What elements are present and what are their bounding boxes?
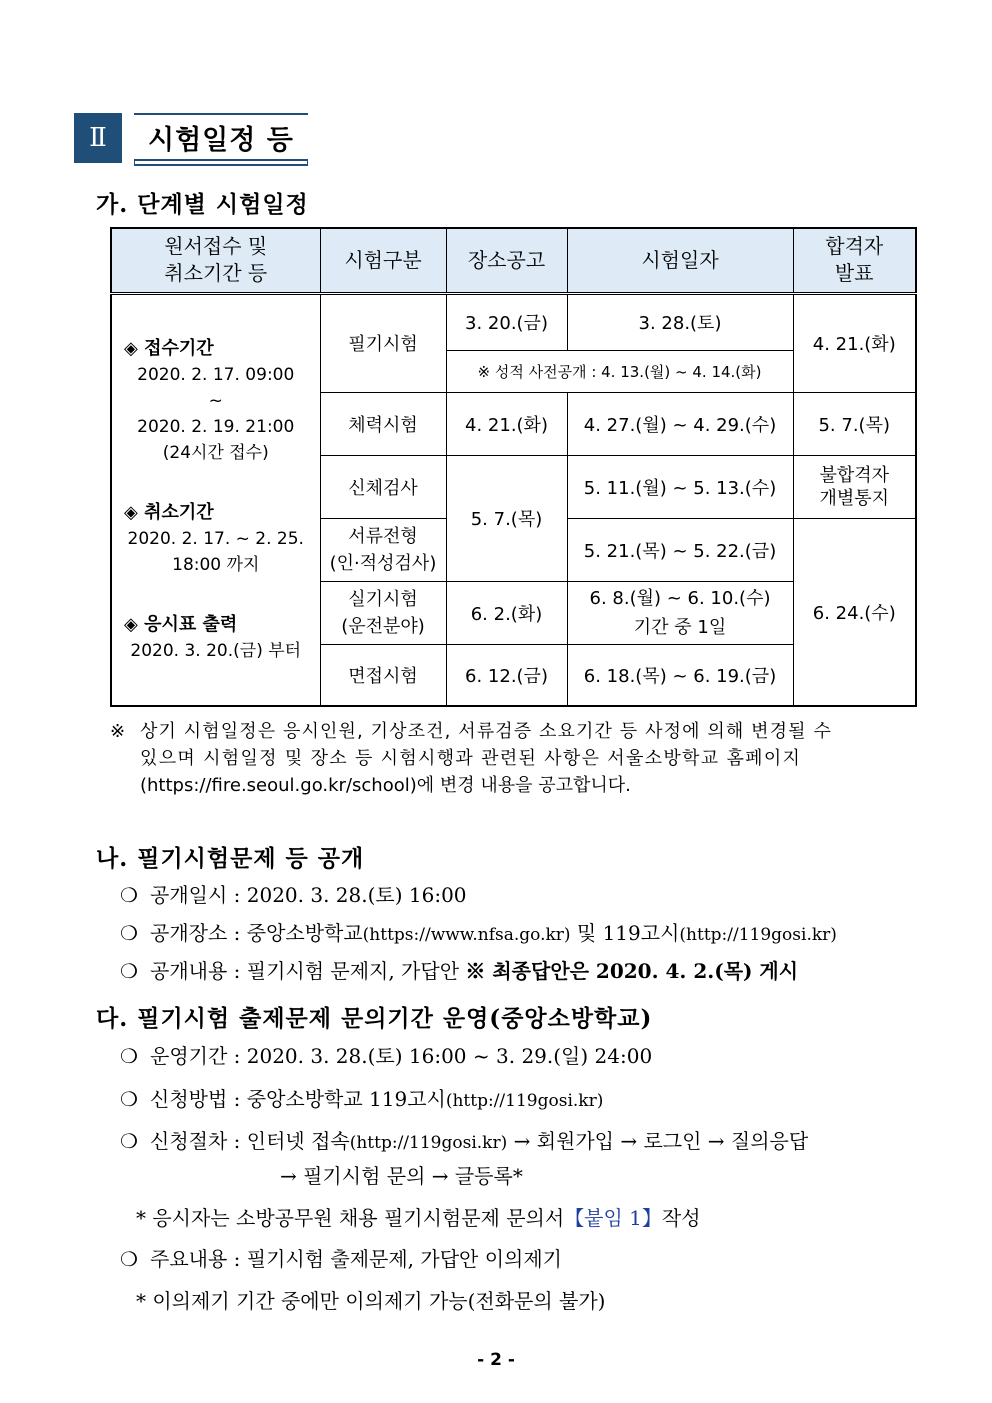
item-sep: : [233, 1087, 241, 1111]
note-line-3: (https://fire.seoul.go.kr/school)에 변경 내용을 공고합니다. [140, 775, 631, 796]
written-date: 3. 28.(토) [567, 293, 793, 350]
application-procedure-item [120, 1125, 808, 1154]
bullet-icon: ❍ [120, 1129, 138, 1153]
operation-period-item [120, 1040, 652, 1069]
receipt-note: (24시간 접수) [162, 442, 269, 463]
medical-exam-name: 신체검사 [320, 455, 446, 518]
header-result: 합격자 발표 [793, 228, 916, 293]
item-key: 공개일시 [150, 883, 228, 907]
item-value: 중앙소방학교 [246, 921, 363, 945]
note-text: * 응시자는 소방공무원 채용 필기시험문제 문의서 [136, 1206, 565, 1230]
gosi-url: (http://119gosi.kr) [679, 925, 837, 945]
procedure-steps: → 회원가입 → 로그인 → 질의응답 [507, 1129, 809, 1153]
ticket-from: 2020. 3. 20.(금) 부터 [130, 640, 302, 661]
final-result: 6. 24.(수) [793, 518, 916, 706]
item-sep: : [233, 1044, 241, 1068]
note-mark: ※ [110, 721, 126, 742]
disclosure-datetime-item [120, 879, 467, 908]
item-value: 필기시험 문제지, 가답안 [246, 959, 466, 983]
item-value: 2020. 3. 28.(토) 16:00 [246, 883, 467, 907]
header-exam-type: 시험구분 [320, 228, 446, 293]
written-result: 4. 21.(화) [793, 293, 916, 392]
physical-notice: 4. 21.(화) [446, 392, 567, 455]
subsection-b-title: 나. 필기시험문제 등 공개 [96, 845, 365, 872]
subsection-c-title: 다. 필기시험 출제문제 문의기간 운영(중앙소방학교) [96, 1005, 653, 1032]
written-notice: 3. 20.(금) [446, 293, 567, 350]
final-answer-note: ※ 최종답안은 2020. 4. 2.(목) 게시 [465, 959, 799, 983]
bullet-icon: ❍ [120, 883, 138, 907]
item-sep: : [233, 883, 241, 907]
medical-date: 5. 11.(월) ~ 5. 13.(수) [567, 455, 793, 518]
item-key: 신청방법 [150, 1087, 228, 1111]
subsection-a-title: 가. 단계별 시험일정 [96, 191, 309, 218]
practical-notice: 6. 2.(화) [446, 581, 567, 644]
receipt-start: 2020. 2. 17. 09:00 [137, 364, 295, 385]
application-method-item [120, 1083, 603, 1112]
nfsa-url: (https://www.nfsa.go.kr) [362, 925, 571, 945]
section-title: 시험일정 등 [134, 113, 308, 161]
document-exam-name: 서류전형 (인·적성검사) [320, 518, 446, 581]
disclosure-content-item [120, 955, 798, 984]
cancel-until: 18:00 까지 [172, 554, 260, 575]
item-value: 중앙소방학교 119고시 [246, 1087, 446, 1111]
physical-date: 4. 27.(월) ~ 4. 29.(수) [567, 392, 793, 455]
item-sep: : [233, 959, 241, 983]
header-receipt: 원서접수 및 취소기간 등 [111, 228, 320, 293]
note-line-1: 상기 시험일정은 응시인원, 기상조건, 서류검증 소요기간 등 사정에 의해 변경될 수 [140, 721, 832, 742]
item-value: 인터넷 접속 [246, 1129, 350, 1153]
item-value: 필기시험 출제문제, 가답안 이의제기 [246, 1247, 562, 1271]
cancel-range: 2020. 2. 17. ~ 2. 25. [127, 528, 304, 549]
item-key: 공개장소 [150, 921, 228, 945]
written-exam-name: 필기시험 [320, 293, 446, 392]
header-exam-date: 시험일자 [567, 228, 793, 293]
note-line-2: 있으며 시험일정 및 장소 등 시험시행과 관련된 사항은 서울소방학교 홈페이지 [140, 748, 802, 769]
cancel-label: ◈ 취소기간 [124, 501, 214, 523]
item-sep: : [233, 1129, 241, 1153]
medical-result: 불합격자 개별통지 [793, 455, 916, 518]
inquiry-form-note [136, 1202, 701, 1231]
document-date: 5. 21.(목) ~ 5. 22.(금) [567, 518, 793, 581]
item-sep: : [233, 921, 241, 945]
physical-exam-name: 체력시험 [320, 392, 446, 455]
gosi-url: (http://119gosi.kr) [445, 1091, 604, 1111]
objection-note: * 이의제기 기간 중에만 이의제기 가능(전화문의 불가) [136, 1289, 606, 1313]
item-value-2: 및 119고시 [570, 921, 680, 945]
item-value: 2020. 3. 28.(토) 16:00 ~ 3. 29.(일) 24:00 [246, 1044, 653, 1068]
gosi-url: (http://119gosi.kr) [349, 1133, 508, 1153]
interview-exam-name: 면접시험 [320, 644, 446, 706]
item-key: 신청절차 [150, 1129, 228, 1153]
bullet-icon: ❍ [120, 921, 138, 945]
item-key: 운영기간 [150, 1044, 228, 1068]
procedure-line-2: → 필기시험 문의 → 글등록* [280, 1164, 523, 1188]
table-note [110, 718, 922, 799]
score-preview-note: ※ 성적 사전공개 : 4. 13.(월) ~ 4. 14.(화) [446, 350, 793, 392]
ticket-label: ◈ 응시표 출력 [124, 613, 238, 635]
item-key: 주요내용 [150, 1247, 228, 1271]
practical-exam-name: 실기시험 (운전분야) [320, 581, 446, 644]
practical-date: 6. 8.(월) ~ 6. 10.(수) 기간 중 1일 [567, 581, 793, 644]
receipt-end: 2020. 2. 19. 21:00 [137, 416, 295, 437]
physical-result: 5. 7.(목) [793, 392, 916, 455]
main-content-item [120, 1243, 562, 1272]
item-sep: : [233, 1247, 241, 1271]
attachment-ref: 【붙임 1】 [564, 1206, 662, 1230]
note-text-end: 작성 [661, 1206, 701, 1230]
interview-notice: 6. 12.(금) [446, 644, 567, 706]
bullet-icon: ❍ [120, 1087, 138, 1111]
section-number: Ⅱ [74, 113, 122, 163]
page-number: - 2 - [477, 1350, 515, 1370]
shared-notice: 5. 7.(목) [446, 455, 567, 581]
receipt-label: ◈ 접수기간 [124, 337, 214, 359]
receipt-cancel-cell [111, 293, 320, 706]
disclosure-place-item [120, 917, 837, 946]
receipt-tilde: ~ [208, 390, 223, 411]
interview-date: 6. 18.(목) ~ 6. 19.(금) [567, 644, 793, 706]
schedule-table [110, 227, 917, 707]
bullet-icon: ❍ [120, 1044, 138, 1068]
bullet-icon: ❍ [120, 1247, 138, 1271]
bullet-icon: ❍ [120, 959, 138, 983]
item-key: 공개내용 [150, 959, 228, 983]
header-notice: 장소공고 [446, 228, 567, 293]
